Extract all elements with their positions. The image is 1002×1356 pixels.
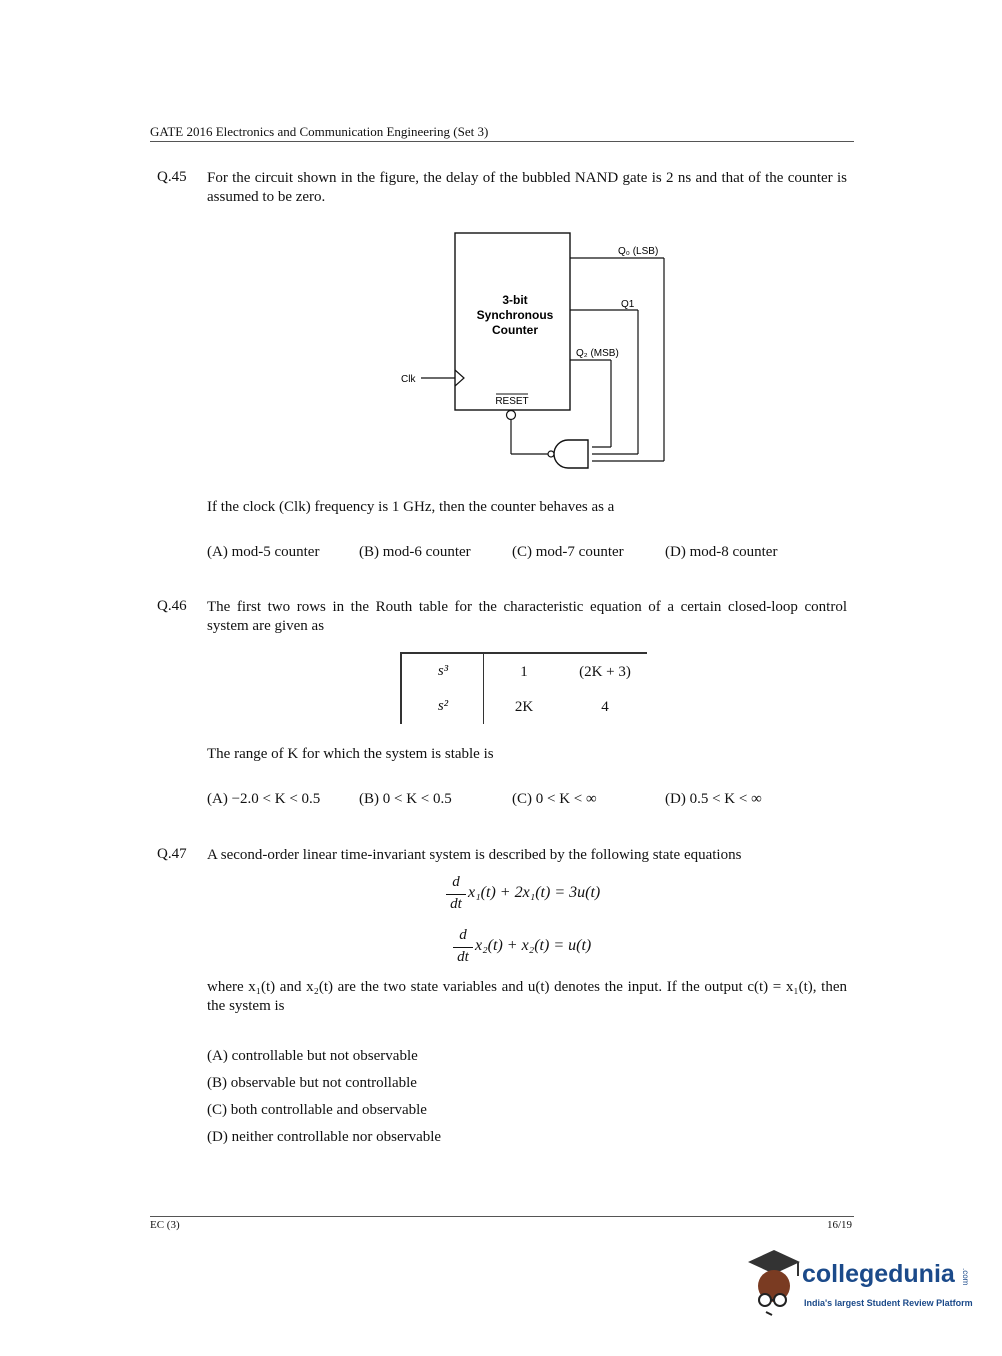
nand-gate (554, 440, 588, 468)
logo-mascot-icon (744, 1248, 802, 1318)
logo-name: collegedunia (802, 1260, 955, 1288)
eq1-deriv-den: dt (450, 896, 462, 912)
eq2-deriv-den: dt (457, 949, 469, 965)
counter-label-3: Counter (492, 323, 538, 337)
q46-prompt: The range of K for which the system is stable is (207, 746, 494, 762)
q1-label: Q1 (621, 299, 635, 310)
routh-row1-label: s³ (437, 663, 449, 679)
collegedunia-logo[interactable] (744, 1248, 974, 1320)
routh-table (400, 652, 647, 724)
clk-triangle (455, 370, 464, 386)
q46-option-d[interactable]: (D) 0.5 < K < ∞ (665, 791, 762, 807)
q0-label: Q₀ (LSB) (618, 246, 659, 257)
q45-option-d[interactable]: (D) mod-8 counter (665, 544, 778, 560)
eq2-body: x₂(t) + x₂(t) = u(t) (475, 937, 592, 954)
q47-text-2: where x₁(t) and x₂(t) are the two state variables and u(t) denotes the input. If the output c(t) = x₁(t), then the system is (207, 979, 847, 1014)
routh-row2-c2: 4 (601, 699, 609, 715)
q47-option-b[interactable]: (B) observable but not controllable (207, 1075, 417, 1091)
routh-row2-label: s² (437, 698, 449, 714)
footer-left: EC (3) (150, 1219, 180, 1231)
nand-bubble (548, 451, 554, 457)
q47-option-c[interactable]: (C) both controllable and observable (207, 1102, 427, 1118)
q46-number: Q.46 (157, 598, 187, 614)
q47-option-a[interactable]: (A) controllable but not observable (207, 1048, 418, 1064)
footer-page-number: 16/19 (826, 1219, 852, 1231)
q45-number: Q.45 (157, 169, 187, 185)
q46-option-a[interactable]: (A) −2.0 < K < 0.5 (207, 791, 321, 807)
state-equation-1 (446, 874, 646, 918)
logo-tagline: India's largest Student Review Platform (804, 1298, 973, 1308)
q47-number: Q.47 (157, 846, 187, 862)
q45-option-a[interactable]: (A) mod-5 counter (207, 544, 320, 560)
eq1-deriv-num: d (452, 874, 460, 890)
state-equation-2 (453, 927, 653, 971)
reset-bubble (507, 411, 516, 420)
reset-label: RESET (495, 396, 529, 407)
counter-label-1: 3-bit (502, 293, 528, 307)
page-header: GATE 2016 Electronics and Communication Engineering (Set 3) (150, 124, 489, 139)
q46-text: The first two rows in the Routh table for the characteristic equation of a certain closed-loop control system are given as (207, 599, 847, 634)
q45-option-c[interactable]: (C) mod-7 counter (512, 544, 624, 560)
q46-option-c[interactable]: (C) 0 < K < ∞ (512, 791, 597, 807)
q47-text: A second-order linear time-invariant system is described by the following state equations (207, 847, 742, 863)
logo-suffix: .com (961, 1268, 970, 1286)
q45-prompt: If the clock (Clk) frequency is 1 GHz, then the counter behaves as a (207, 499, 615, 515)
counter-label-2: Synchronous (476, 308, 554, 322)
footer-divider (150, 1216, 854, 1217)
q45-text: For the circuit shown in the figure, the delay of the bubbled NAND gate is 2 ns and that of the counter is assumed to be zero. (207, 170, 847, 205)
routh-row2-c1: 2K (514, 699, 534, 715)
q46-option-b[interactable]: (B) 0 < K < 0.5 (359, 791, 452, 807)
q2-label: Q₂ (MSB) (576, 348, 619, 359)
q45-option-b[interactable]: (B) mod-6 counter (359, 544, 471, 560)
routh-row1-c2: (2K + 3) (579, 664, 631, 680)
clk-label: Clk (401, 374, 416, 385)
eq2-deriv-num: d (459, 927, 467, 943)
q47-option-d[interactable]: (D) neither controllable nor observable (207, 1129, 442, 1145)
routh-row1-c1: 1 (520, 664, 528, 680)
header-divider (150, 141, 854, 142)
eq1-body: x₁(t) + 2x₁(t) = 3u(t) (468, 884, 601, 901)
counter-circuit-figure (390, 228, 680, 478)
